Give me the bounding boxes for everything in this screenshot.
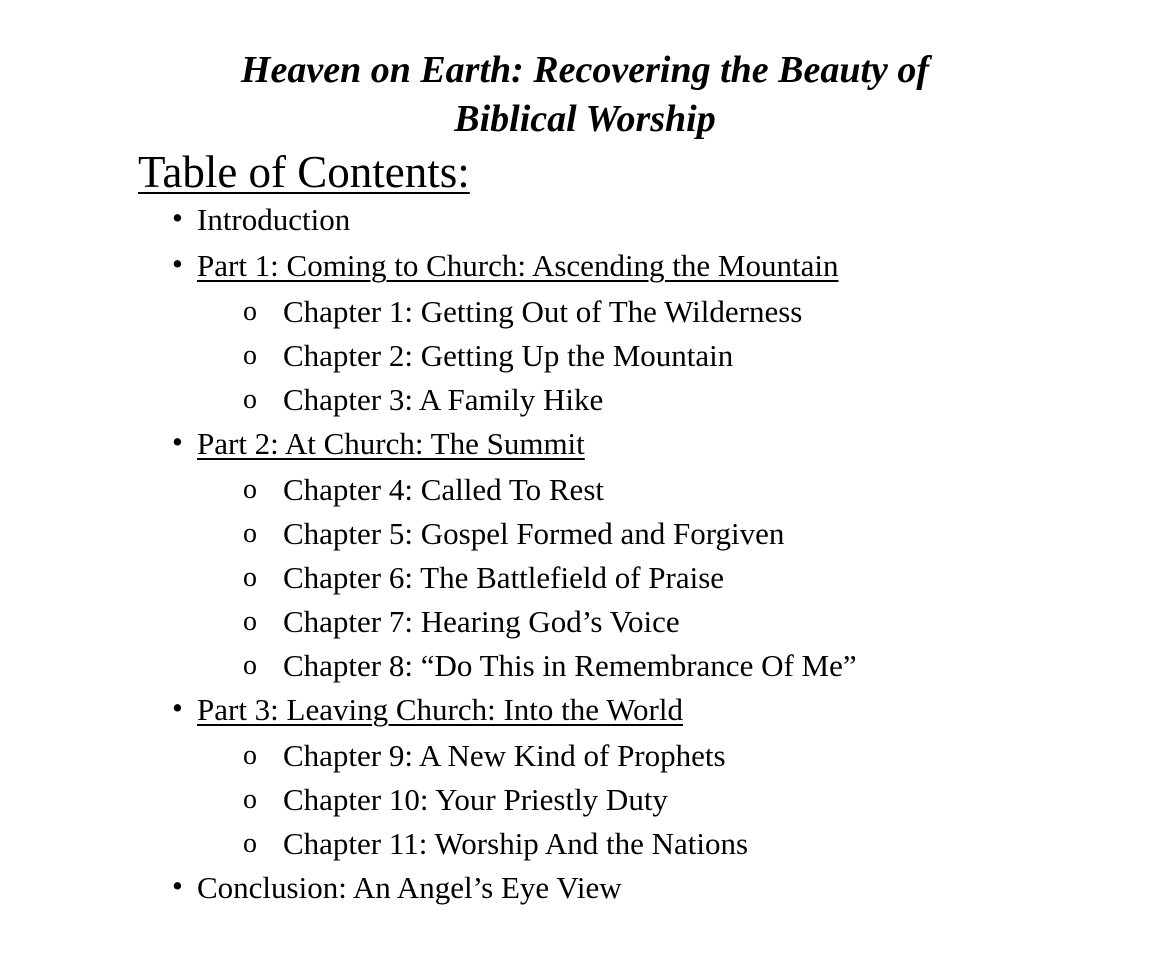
toc-chapter-label: Chapter 9: A New Kind of Prophets — [283, 738, 726, 773]
toc-chapter-label: Chapter 2: Getting Up the Mountain — [283, 338, 734, 373]
book-title-line-2: Biblical Worship — [454, 98, 716, 140]
toc-chapter-label: Chapter 3: A Family Hike — [283, 382, 604, 417]
toc-section-label: Conclusion: An Angel’s Eye View — [197, 870, 622, 905]
toc-section-label: Part 3: Leaving Church: Into the World — [197, 692, 683, 727]
bullet-icon: • — [172, 868, 183, 903]
hollow-bullet-icon: o — [243, 828, 257, 859]
toc-chapter-label: Chapter 6: The Battlefield of Praise — [283, 560, 725, 595]
book-title-line-1: Heaven on Earth: Recovering the Beauty of — [240, 49, 930, 91]
hollow-bullet-icon: o — [243, 784, 257, 815]
hollow-bullet-icon: o — [243, 384, 257, 415]
hollow-bullet-icon: o — [243, 518, 257, 549]
hollow-bullet-icon: o — [243, 740, 257, 771]
hollow-bullet-icon: o — [243, 296, 257, 327]
hollow-bullet-icon: o — [243, 562, 257, 593]
bullet-icon: • — [172, 690, 183, 725]
toc-chapter-label: Chapter 8: “Do This in Remembrance Of Me” — [283, 648, 857, 683]
toc-chapter-label: Chapter 7: Hearing God’s Voice — [283, 604, 680, 639]
hollow-bullet-icon: o — [243, 340, 257, 371]
toc-chapter-label: Chapter 4: Called To Rest — [283, 472, 604, 507]
toc-chapter-label: Chapter 1: Getting Out of The Wilderness — [283, 294, 803, 329]
toc-chapter-label: Chapter 11: Worship And the Nations — [283, 826, 749, 861]
hollow-bullet-icon: o — [243, 650, 257, 681]
hollow-bullet-icon: o — [243, 606, 257, 637]
toc-section-label: Part 1: Coming to Church: Ascending the Mountain — [197, 248, 839, 283]
toc-chapter-label: Chapter 5: Gospel Formed and Forgiven — [283, 516, 785, 551]
toc-chapter-label: Chapter 10: Your Priestly Duty — [283, 782, 668, 817]
hollow-bullet-icon: o — [243, 474, 257, 505]
bullet-icon: • — [172, 200, 183, 235]
toc-heading: Table of Contents: — [138, 147, 470, 197]
toc-section-label: Introduction — [197, 202, 351, 237]
bullet-icon: • — [172, 246, 183, 281]
toc-section-label: Part 2: At Church: The Summit — [197, 426, 585, 461]
bullet-icon: • — [172, 424, 183, 459]
